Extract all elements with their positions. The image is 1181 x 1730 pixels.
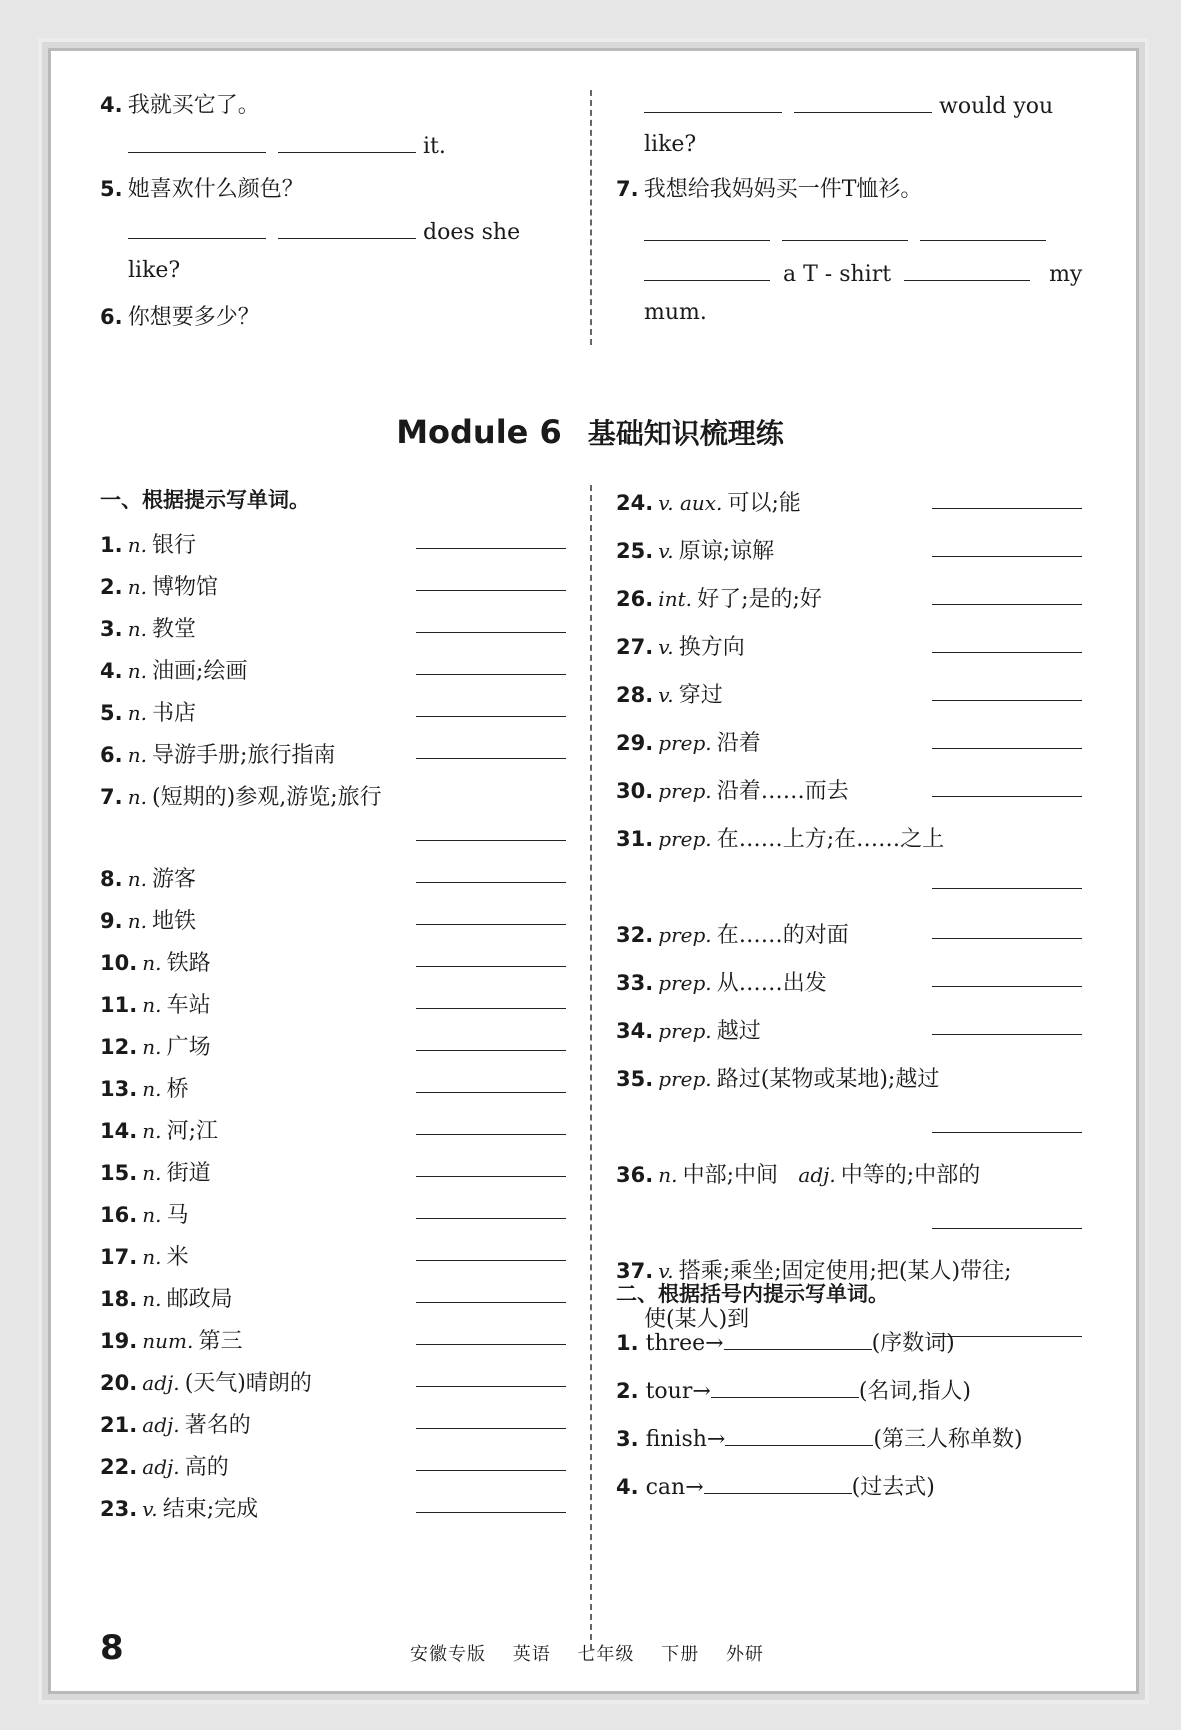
item-prompt: 路过(某物或某地);越过: [716, 1067, 940, 1092]
item-number: 3.: [100, 617, 123, 641]
item-prompt: 我想给我妈妈买一件T恤衫。: [643, 177, 923, 202]
item-prompt: 我就买它了。: [127, 93, 260, 118]
item-number: 31.: [616, 827, 654, 851]
part-of-speech: n.: [142, 1119, 162, 1143]
answer-blank[interactable]: [644, 90, 782, 113]
answer-blank[interactable]: [932, 1034, 1082, 1035]
item-prompt: 桥: [166, 1077, 189, 1102]
word-item: [616, 726, 761, 757]
item-number: 1.: [100, 533, 123, 557]
answer-blank[interactable]: [416, 674, 566, 675]
part-of-speech: n.: [127, 785, 147, 809]
item-number: 2.: [616, 1379, 639, 1403]
item-number: 22.: [100, 1455, 138, 1479]
footer-subject: 英语: [512, 1644, 551, 1665]
word-item: [100, 780, 382, 811]
item-prompt: 河;江: [166, 1119, 219, 1144]
item-prompt: 书店: [152, 701, 197, 726]
item-number: 29.: [616, 731, 654, 755]
answer-blank[interactable]: [416, 548, 566, 549]
item-number: 5.: [100, 177, 123, 201]
top-item-7-answer-line2: [644, 258, 1082, 287]
item-prompt: 换方向: [678, 635, 745, 660]
answer-blank[interactable]: [416, 1050, 566, 1051]
footer-publisher: 外研: [725, 1644, 764, 1665]
answer-tail: mum.: [644, 300, 707, 325]
top-item-7: [616, 172, 922, 203]
hint: (过去式): [851, 1475, 935, 1500]
item-number: 26.: [616, 587, 654, 611]
part-of-speech: n.: [127, 743, 147, 767]
item-number: 4.: [616, 1475, 639, 1499]
item-number: 5.: [100, 701, 123, 725]
word-item: [100, 1408, 251, 1439]
transform-item: [616, 1422, 1023, 1453]
item-number: 25.: [616, 539, 654, 563]
part-of-speech: prep.: [658, 1019, 712, 1043]
answer-blank[interactable]: [904, 258, 1030, 281]
item-number: 19.: [100, 1329, 138, 1353]
answer-text: a T - shirt: [783, 262, 892, 287]
part-of-speech: n.: [142, 1245, 162, 1269]
word-item: [100, 1156, 211, 1187]
item-prompt: 邮政局: [166, 1287, 233, 1312]
answer-blank[interactable]: [416, 1218, 566, 1219]
base-word: finish→: [645, 1427, 726, 1452]
footer-info: [410, 1640, 784, 1666]
top-item-4-answer: [128, 130, 446, 159]
footer-edition: 安徽专版: [410, 1644, 486, 1665]
item-prompt: 越过: [716, 1019, 761, 1044]
answer-blank[interactable]: [278, 130, 416, 153]
part-of-speech: n.: [658, 1163, 678, 1187]
item-number: 34.: [616, 1019, 654, 1043]
item-number: 12.: [100, 1035, 138, 1059]
answer-blank[interactable]: [128, 216, 266, 239]
word-item: [100, 1450, 229, 1481]
item-prompt: 她喜欢什么颜色？: [127, 177, 304, 202]
word-item: [100, 1240, 189, 1271]
item-prompt: 车站: [166, 993, 211, 1018]
part-of-speech: v. aux.: [658, 491, 723, 515]
answer-blank[interactable]: [932, 652, 1082, 653]
hint: (第三人称单数): [873, 1427, 1023, 1452]
part-of-speech: prep.: [658, 923, 712, 947]
transform-item: [616, 1374, 971, 1405]
item-prompt: 游客: [152, 867, 197, 892]
item-number: 36.: [616, 1163, 654, 1187]
item-prompt: (天气)晴朗的: [184, 1371, 312, 1396]
word-item: [616, 1014, 761, 1045]
item-prompt: 街道: [166, 1161, 211, 1186]
footer-term: 下册: [661, 1644, 700, 1665]
answer-blank[interactable]: [416, 1470, 566, 1471]
answer-blank[interactable]: [920, 218, 1046, 241]
item-number: 2.: [100, 575, 123, 599]
word-item: [100, 1282, 233, 1313]
base-word: tour→: [645, 1379, 711, 1404]
part-of-speech: n.: [127, 617, 147, 641]
item-prompt: 搭乘;乘坐;固定使用;把(某人)带往;: [678, 1259, 1012, 1284]
part-of-speech: n.: [142, 993, 162, 1017]
item-number: 7.: [616, 177, 639, 201]
top-item-6: [100, 300, 260, 331]
answer-blank[interactable]: [416, 758, 566, 759]
answer-blank[interactable]: [711, 1375, 859, 1398]
word-item: [616, 678, 723, 709]
part-of-speech: n.: [127, 533, 147, 557]
footer-grade: 七年级: [577, 1644, 635, 1665]
hint: (名词,指人): [858, 1379, 971, 1404]
answer-blank[interactable]: [416, 840, 566, 841]
answer-blank[interactable]: [704, 1471, 852, 1494]
item-prompt: 著名的: [184, 1413, 251, 1438]
item-prompt: 沿着……而去: [716, 779, 849, 804]
transform-item: [616, 1326, 955, 1357]
section-divider: [590, 485, 592, 1650]
item-prompt: 好了;是的;好: [697, 587, 822, 612]
item-prompt: 在……上方;在……之上: [716, 827, 945, 852]
part-of-speech: v.: [658, 635, 674, 659]
item-prompt: 沿着: [716, 731, 761, 756]
answer-blank[interactable]: [416, 1176, 566, 1177]
answer-blank[interactable]: [416, 716, 566, 717]
word-item: [616, 822, 944, 853]
word-item: [100, 1030, 211, 1061]
item-number: 11.: [100, 993, 138, 1017]
word-item: [100, 696, 196, 727]
answer-blank[interactable]: [932, 1132, 1082, 1133]
word-item: [616, 582, 822, 613]
item-prompt: 银行: [152, 533, 197, 558]
answer-blank[interactable]: [644, 258, 770, 281]
answer-tail: would you: [939, 94, 1054, 119]
hint: (序数词): [871, 1331, 955, 1356]
item-number: 37.: [616, 1259, 654, 1283]
part-of-speech: prep.: [658, 731, 712, 755]
item-number: 17.: [100, 1245, 138, 1269]
item-prompt: 马: [166, 1203, 189, 1228]
part-of-speech: prep.: [658, 779, 712, 803]
part-of-speech: adj.: [142, 1413, 180, 1437]
answer-blank[interactable]: [932, 700, 1082, 701]
word-item: [100, 862, 196, 893]
answer-blank[interactable]: [794, 90, 932, 113]
item-prompt: 从……出发: [716, 971, 827, 996]
item-number: 30.: [616, 779, 654, 803]
item-number: 24.: [616, 491, 654, 515]
answer-blank[interactable]: [782, 218, 908, 241]
part-of-speech: n.: [127, 867, 147, 891]
answer-blank[interactable]: [128, 130, 266, 153]
word-item: [100, 1072, 189, 1103]
word-item: [100, 1324, 243, 1355]
module-title-en: Module 6: [396, 413, 562, 451]
item-number: 6.: [100, 743, 123, 767]
item-number: 28.: [616, 683, 654, 707]
top-item-4: [100, 88, 260, 119]
answer-blank[interactable]: [932, 888, 1082, 889]
item-number: 20.: [100, 1371, 138, 1395]
item-number: 6.: [100, 305, 123, 329]
answer-blank[interactable]: [416, 924, 566, 925]
part-of-speech: n.: [142, 1161, 162, 1185]
part-of-speech: n.: [142, 1203, 162, 1227]
answer-blank[interactable]: [416, 1092, 566, 1093]
item-prompt: 教堂: [152, 617, 197, 642]
answer-tail: like?: [644, 132, 697, 157]
answer-blank[interactable]: [416, 632, 566, 633]
part-of-speech: n.: [127, 659, 147, 683]
answer-tail: my: [1049, 262, 1083, 287]
item-number: 27.: [616, 635, 654, 659]
item-prompt: 导游手册;旅行指南: [152, 743, 336, 768]
item-prompt: 地铁: [152, 909, 197, 934]
answer-blank[interactable]: [416, 590, 566, 591]
answer-blank[interactable]: [416, 1428, 566, 1429]
item-prompt: 结束;完成: [162, 1497, 259, 1522]
answer-blank[interactable]: [416, 1512, 566, 1513]
answer-blank[interactable]: [416, 882, 566, 883]
word-item: [100, 738, 335, 769]
item-number: 23.: [100, 1497, 138, 1521]
section-1-heading: 一、根据提示写单词。: [100, 488, 310, 512]
part-of-speech: num.: [142, 1329, 194, 1353]
item-prompt: 在……的对面: [716, 923, 849, 948]
answer-tail: does she: [423, 220, 521, 245]
word-item: [616, 534, 774, 565]
part-of-speech: n.: [142, 1035, 162, 1059]
transform-item: [616, 1470, 935, 1501]
answer-blank[interactable]: [932, 938, 1082, 939]
answer-blank[interactable]: [932, 1228, 1082, 1229]
part-of-speech: int.: [658, 587, 692, 611]
item-number: 33.: [616, 971, 654, 995]
part-of-speech: n.: [127, 701, 147, 725]
part-of-speech: n.: [127, 909, 147, 933]
word-item: [100, 904, 196, 935]
word-item: [616, 630, 745, 661]
item-number: 13.: [100, 1077, 138, 1101]
item-number: 9.: [100, 909, 123, 933]
top-item-5: [100, 172, 304, 203]
item-prompt: (短期的)参观,游览;旅行: [152, 785, 382, 810]
word-item: [100, 1114, 218, 1145]
answer-blank[interactable]: [932, 604, 1082, 605]
answer-blank[interactable]: [416, 1008, 566, 1009]
section-2-heading: 二、根据括号内提示写单词。: [616, 1282, 889, 1306]
word-item: [616, 774, 849, 805]
base-word: can→: [645, 1475, 704, 1500]
item-number: 1.: [616, 1331, 639, 1355]
part-of-speech: prep.: [658, 827, 712, 851]
item-number: 35.: [616, 1067, 654, 1091]
word-item: [616, 966, 827, 997]
item-number: 7.: [100, 785, 123, 809]
item-prompt: 博物馆: [152, 575, 219, 600]
word-item: [616, 1158, 980, 1189]
part-of-speech: adj.: [142, 1455, 180, 1479]
item-prompt: 原谅;谅解: [678, 539, 775, 564]
word-item: [100, 1492, 258, 1523]
item-prompt: 中部;中间: [682, 1163, 779, 1188]
answer-blank[interactable]: [416, 1302, 566, 1303]
answer-blank[interactable]: [278, 216, 416, 239]
answer-blank[interactable]: [644, 218, 770, 241]
word-item: [100, 946, 211, 977]
top-item-7-answer-line1: [644, 218, 1046, 247]
part-of-speech: v.: [658, 539, 674, 563]
word-item: [100, 1366, 312, 1397]
part-of-speech: n.: [142, 1077, 162, 1101]
answer-blank[interactable]: [416, 1344, 566, 1345]
part-of-speech: v.: [658, 1259, 674, 1283]
answer-blank[interactable]: [932, 986, 1082, 987]
part-of-speech: n.: [142, 951, 162, 975]
part-of-speech: prep.: [658, 971, 712, 995]
answer-tail: like?: [128, 258, 181, 283]
answer-blank[interactable]: [416, 1386, 566, 1387]
part-of-speech: adj.: [142, 1371, 180, 1395]
item-prompt: 铁路: [166, 951, 211, 976]
word-item: [616, 1062, 939, 1093]
word-item: [100, 528, 196, 559]
item-prompt: 第三: [198, 1329, 243, 1354]
item-prompt: 你想要多少？: [127, 305, 260, 330]
item-prompt: 高的: [184, 1455, 229, 1480]
word-item: [100, 654, 247, 685]
word-item: [100, 988, 211, 1019]
item-number: 10.: [100, 951, 138, 975]
item-number: 14.: [100, 1119, 138, 1143]
item-prompt: 油画;绘画: [152, 659, 248, 684]
item-prompt: 广场: [166, 1035, 211, 1060]
item-number: 15.: [100, 1161, 138, 1185]
word-item: [616, 918, 849, 949]
top-item-6-answer: [644, 90, 1053, 119]
item-number: 18.: [100, 1287, 138, 1311]
answer-blank[interactable]: [416, 1260, 566, 1261]
item-prompt-continued: 使(某人)到: [644, 1307, 750, 1332]
base-word: three→: [645, 1331, 724, 1356]
top-item-5-answer: [128, 216, 520, 245]
module-title-cn: 基础知识梳理练: [587, 417, 784, 450]
item-number: 3.: [616, 1427, 639, 1451]
answer-tail: it.: [423, 134, 446, 159]
answer-blank[interactable]: [416, 966, 566, 967]
module-title: [70, 412, 1110, 452]
item-number: 8.: [100, 867, 123, 891]
page-number: 8: [100, 1628, 124, 1668]
answer-blank[interactable]: [724, 1327, 872, 1350]
item-number: 4.: [100, 93, 123, 117]
worksheet: [70, 50, 1110, 1680]
part-of-speech: adj.: [798, 1163, 836, 1187]
part-of-speech: prep.: [658, 1067, 712, 1091]
item-prompt: 米: [166, 1245, 189, 1270]
item-prompt: 可以;能: [727, 491, 801, 516]
answer-blank[interactable]: [416, 1134, 566, 1135]
part-of-speech: v.: [142, 1497, 158, 1521]
part-of-speech: n.: [127, 575, 147, 599]
answer-blank[interactable]: [932, 556, 1082, 557]
word-item: [100, 612, 196, 643]
item-number: 16.: [100, 1203, 138, 1227]
part-of-speech: v.: [658, 683, 674, 707]
word-item: [616, 486, 801, 517]
top-divider: [590, 90, 592, 345]
word-item: [100, 1198, 189, 1229]
item-number: 4.: [100, 659, 123, 683]
word-item: [100, 570, 218, 601]
answer-blank[interactable]: [932, 796, 1082, 797]
item-prompt: 穿过: [678, 683, 723, 708]
answer-blank[interactable]: [932, 508, 1082, 509]
item-number: 21.: [100, 1413, 138, 1437]
answer-blank[interactable]: [725, 1423, 873, 1446]
item-number: 32.: [616, 923, 654, 947]
answer-blank[interactable]: [932, 748, 1082, 749]
item-prompt: 中等的;中部的: [840, 1163, 981, 1188]
part-of-speech: n.: [142, 1287, 162, 1311]
